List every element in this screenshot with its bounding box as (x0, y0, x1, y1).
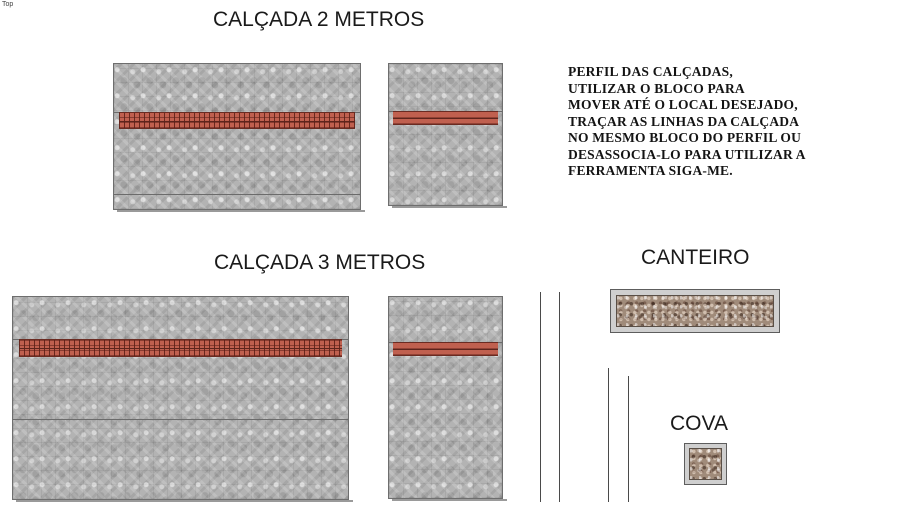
page-title-cova: COVA (670, 412, 728, 435)
guide-line[interactable] (540, 292, 541, 502)
guide-line[interactable] (559, 292, 560, 502)
page-title-calcada-2m: CALÇADA 2 METROS (213, 8, 425, 31)
page-title-calcada-3m: CALÇADA 3 METROS (214, 251, 426, 274)
tactile-center-line (393, 349, 498, 350)
calcada-2m-wide-panel-shadow (117, 210, 365, 212)
tactile-center-line (393, 118, 498, 119)
calcada-3m-narrow-panel-shadow (392, 499, 507, 501)
tactile-paving-strip (393, 111, 498, 125)
calcada-2m-narrow-panel-shadow (392, 206, 507, 208)
calcada-2m-narrow-panel[interactable] (388, 63, 503, 206)
page-title-canteiro: CANTEIRO (641, 246, 750, 269)
calcada-3m-wide-panel[interactable] (12, 296, 349, 500)
note-line: PERFIL DAS CALÇADAS, (568, 64, 733, 79)
cova-tree-pit[interactable] (684, 443, 727, 485)
note-line: DESASSOCIA-LO PARA UTILIZAR A (568, 146, 806, 162)
cova-soil-fill (689, 448, 722, 480)
note-line: UTILIZAR O BLOCO PARA (568, 80, 745, 96)
note-line: TRAÇAR AS LINHAS DA CALÇADA (568, 113, 800, 129)
viewport-orientation-label: Top (2, 1, 14, 8)
tactile-paving-strip (393, 342, 498, 356)
calcada-3m-wide-panel-shadow (16, 500, 353, 502)
guide-line[interactable] (628, 376, 629, 502)
tactile-paving-strip (119, 112, 355, 129)
note-line: MOVER ATÉ O LOCAL DESEJADO, (568, 97, 798, 112)
instruction-note (568, 64, 806, 180)
panel-seam-line (13, 419, 348, 420)
tactile-paving-strip (19, 339, 342, 357)
note-line: NO MESMO BLOCO DO PERFIL OU (568, 130, 802, 145)
tactile-center-line (119, 121, 355, 122)
tactile-center-line (19, 348, 342, 349)
note-line: FERRAMENTA SIGA-ME. (568, 163, 733, 178)
canteiro-planter[interactable] (610, 289, 780, 333)
calcada-3m-narrow-panel[interactable] (388, 296, 503, 499)
canteiro-soil-fill (616, 295, 774, 327)
panel-seam-line (114, 194, 360, 195)
calcada-2m-wide-panel[interactable] (113, 63, 361, 210)
guide-line[interactable] (608, 368, 609, 502)
